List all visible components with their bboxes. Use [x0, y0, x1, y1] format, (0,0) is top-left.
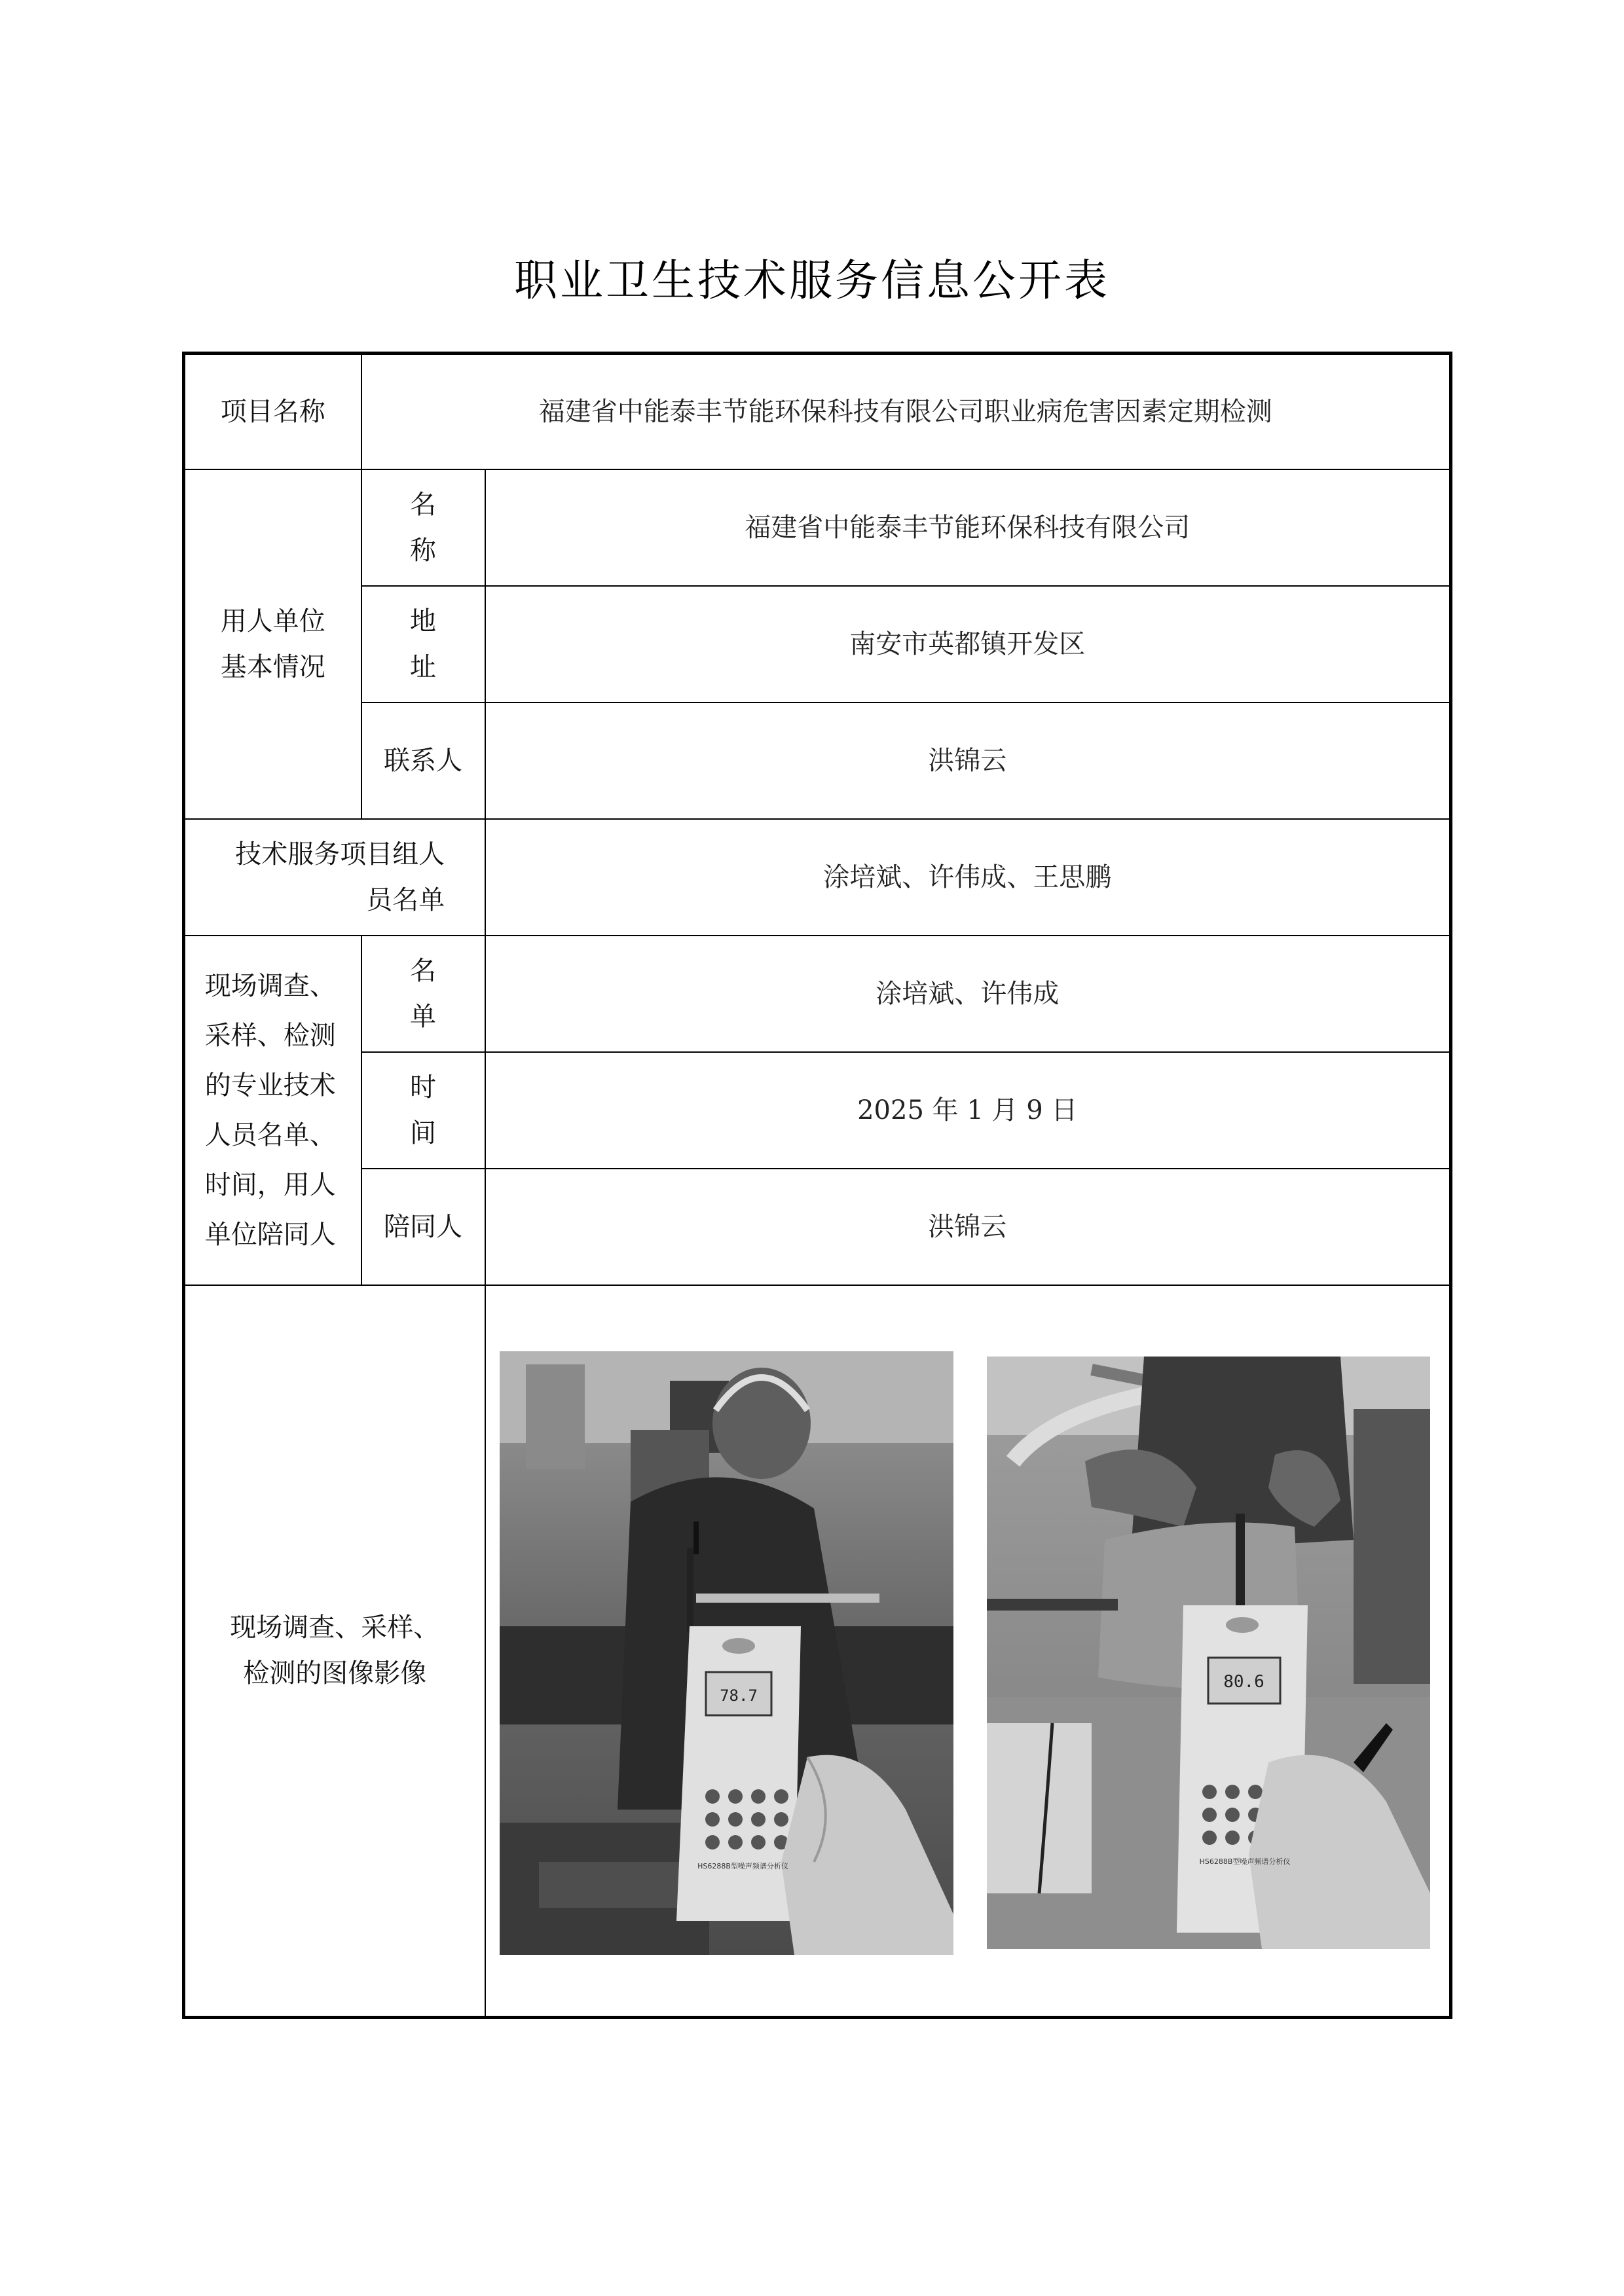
- employer-label: [184, 469, 361, 819]
- employer-address-value: 南安市英都镇开发区: [485, 586, 1451, 702]
- team-label-text: 技术服务项目组人员名单: [235, 839, 445, 915]
- meter-reading-1: 78.7: [720, 1686, 758, 1705]
- info-table: [182, 352, 1452, 2019]
- row-survey-list: [184, 936, 1451, 1052]
- project-value: 福建省中能泰丰节能环保科技有限公司职业病危害因素定期检测: [361, 354, 1451, 469]
- images-label: [184, 1285, 485, 2018]
- survey-label-text: 现场调查、采样、检测的专业技术人员名单、时间，用人单位陪同人: [204, 970, 336, 1250]
- team-value: 涂培斌、许伟成、王思鹏: [485, 819, 1451, 936]
- site-photo-1: [500, 1351, 953, 1955]
- survey-time-value: 2025 年 1 月 9 日: [485, 1052, 1451, 1169]
- survey-list-label: 名单: [361, 936, 485, 1052]
- employer-address-label: 地址: [361, 586, 485, 702]
- employer-contact-value: 洪锦云: [485, 702, 1451, 819]
- row-team: [184, 819, 1451, 936]
- employer-name-label: 名称: [361, 469, 485, 586]
- images-cell: [485, 1285, 1451, 2018]
- employer-contact-label: 联系人: [361, 702, 485, 819]
- survey-escort-label: 陪同人: [361, 1169, 485, 1285]
- meter-model-1: HS6288B型噪声频谱分析仪: [697, 1861, 788, 1870]
- survey-list-value: 涂培斌、许伟成: [485, 936, 1451, 1052]
- team-label: [184, 819, 485, 936]
- page-title: 职业卫生技术服务信息公开表: [514, 255, 1110, 306]
- row-survey-time: [184, 1052, 1451, 1169]
- row-project: [184, 354, 1451, 469]
- row-employer-name: [184, 469, 1451, 586]
- row-images: [184, 1285, 1451, 2018]
- meter-model-2: HS6288B型噪声频谱分析仪: [1199, 1857, 1291, 1866]
- survey-escort-value: 洪锦云: [485, 1169, 1451, 1285]
- site-photo-2: [987, 1357, 1430, 1949]
- images-label-text: 现场调查、采样、检测的图像影像: [230, 1613, 440, 1689]
- survey-label: [184, 936, 361, 1285]
- survey-time-label: 时间: [361, 1052, 485, 1169]
- photo-area: [486, 1286, 1450, 2016]
- employer-label-text: 用人单位基本情况: [220, 606, 325, 682]
- row-survey-escort: [184, 1169, 1451, 1285]
- meter-reading-2: 80.6: [1223, 1671, 1264, 1692]
- employer-name-value: 福建省中能泰丰节能环保科技有限公司: [485, 469, 1451, 586]
- row-employer-contact: [184, 702, 1451, 819]
- row-employer-address: [184, 586, 1451, 702]
- project-label: 项目名称: [184, 354, 361, 469]
